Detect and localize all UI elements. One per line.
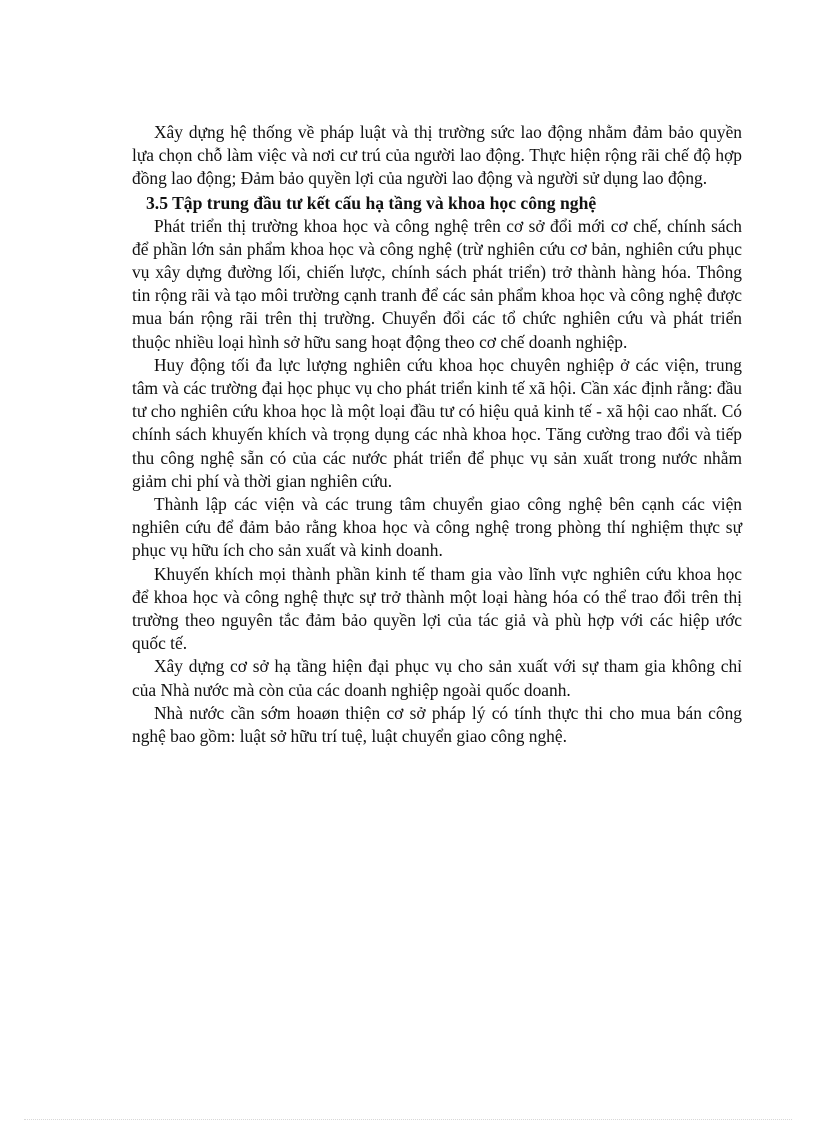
paragraph-encourage-sectors: Khuyến khích mọi thành phần kinh tế tham gia vào lĩnh vực nghiên cứu khoa học để khoa học và công nghệ thực sự trở thành một loại hàng hóa có thể trao đổi trên thị trường theo nguyên tắc đảm bảo quyền lợi của tác giả và phù hợp với các hiệp ước quốc tế. — [132, 563, 742, 654]
paragraph-labor-market: Xây dựng hệ thống về pháp luật và thị trường sức lao động nhằm đảm bảo quyền lựa chọn chỗ làm việc và nơi cư trú của người lao động. Thực hiện rộng rãi chế độ hợp đồng lao động; Đảm bảo quyền lợi của người lao động và người sử dụng lao động. — [132, 122, 742, 189]
paragraph-transfer-centers: Thành lập các viện và các trung tâm chuyển giao công nghệ bên cạnh các viện nghiên cứu để đảm bảo rằng khoa học và công nghệ trong phòng thí nghiệm thực sự phục vụ hữu ích cho sản xuất và kinh doanh. — [132, 494, 742, 561]
section-heading-3-5: 3.5 Tập trung đầu tư kết cấu hạ tầng và khoa học công nghệ — [146, 192, 597, 213]
document-body — [132, 121, 742, 748]
paragraph-research-mobilization: Huy động tối đa lực lượng nghiên cứu khoa học chuyên nghiệp ở các viện, trung tâm và các trường đại học phục vụ cho phát triển kinh tế xã hội. Cần xác định rằng: đầu tư cho nghiên cứu khoa học là một loại đầu tư có hiệu quả kinh tế - xã hội cao nhất. Có chính sách khuyến khích và trọng dụng các nhà khoa học. Tăng cường trao đổi và tiếp thu công nghệ sẵn có của các nước phát triển để phục vụ sản xuất trong nước nhằm giảm chi phí và thời gian nghiên cứu. — [132, 354, 742, 491]
paragraph-science-market: Phát triển thị trường khoa học và công nghệ trên cơ sở đổi mới cơ chế, chính sách để phần lớn sản phẩm khoa học và công nghệ (trừ nghiên cứu cơ bản, nghiên cứu phục vụ xây dựng đường lối, chiến lược, chính sách phát triển) trở thành hàng hóa. Thông tin rộng rãi và tạo môi trường cạnh tranh để các sản phẩm khoa học và công nghệ được mua bán rộng rãi trên thị trường. Chuyển đổi các tổ chức nghiên cứu và phát triển thuộc nhiều loại hình sở hữu sang hoạt động theo cơ chế doanh nghiệp. — [132, 215, 742, 352]
page-bottom-divider — [24, 1119, 792, 1120]
paragraph-legal-basis: Nhà nước cần sớm hoaøn thiện cơ sở pháp lý có tính thực thi cho mua bán công nghệ bao gồm: luật sở hữu trí tuệ, luật chuyển giao công nghệ. — [132, 702, 742, 747]
paragraph-infrastructure: Xây dựng cơ sở hạ tầng hiện đại phục vụ cho sản xuất với sự tham gia không chỉ của Nhà nước mà còn của các doanh nghiệp ngoài quốc doanh. — [132, 656, 742, 700]
